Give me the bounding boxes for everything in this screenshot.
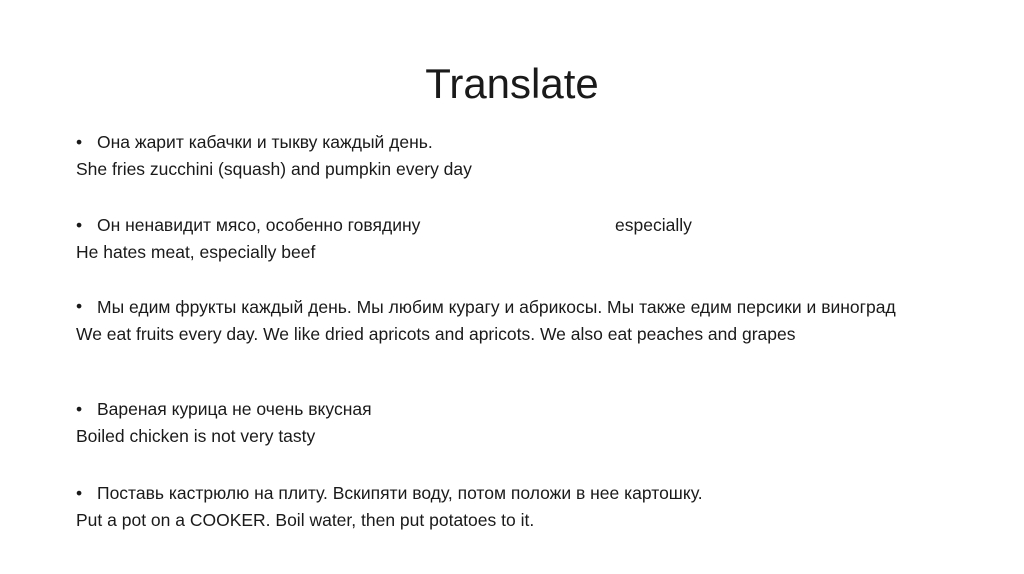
russian-text: Он ненавидит мясо, особенно говядину <box>97 215 421 235</box>
exercise-item-3 <box>76 297 906 345</box>
bullet-icon: • <box>76 215 83 235</box>
russian-sentence <box>76 482 906 504</box>
bullet-icon: • <box>76 296 83 316</box>
exercise-item-1 <box>76 131 906 180</box>
russian-sentence <box>76 214 906 236</box>
bullet-icon: • <box>76 132 83 152</box>
english-translation: Put a pot on a COOKER. Boil water, then put potatoes to it. <box>76 510 535 530</box>
russian-text: Поставь кастрюлю на плиту. Вскипяти воду, потом положи в нее картошку. <box>97 483 703 503</box>
vocabulary-note: especially <box>615 215 692 235</box>
english-translation: She fries zucchini (squash) and pumpkin every day <box>76 159 472 179</box>
russian-sentence <box>76 297 906 317</box>
exercise-item-2 <box>76 214 906 263</box>
russian-text: Вареная курица не очень вкусная <box>97 399 372 419</box>
bullet-icon: • <box>76 399 83 419</box>
english-translation: He hates meat, especially beef <box>76 242 316 262</box>
english-translation: We eat fruits every day. We like dried apricots and apricots. We also eat peaches and grapes <box>76 324 796 344</box>
bullet-icon: • <box>76 483 83 503</box>
english-translation: Boiled chicken is not very tasty <box>76 426 316 446</box>
russian-text: Мы едим фрукты каждый день. Мы любим курагу и абрикосы. Мы также едим персики и виноград <box>97 297 896 317</box>
russian-text: Она жарит кабачки и тыкву каждый день. <box>97 132 433 152</box>
russian-sentence <box>76 131 906 153</box>
russian-sentence <box>76 398 906 420</box>
exercise-item-5 <box>76 482 906 531</box>
slide-title: Translate <box>425 60 599 107</box>
exercise-item-4 <box>76 398 906 447</box>
